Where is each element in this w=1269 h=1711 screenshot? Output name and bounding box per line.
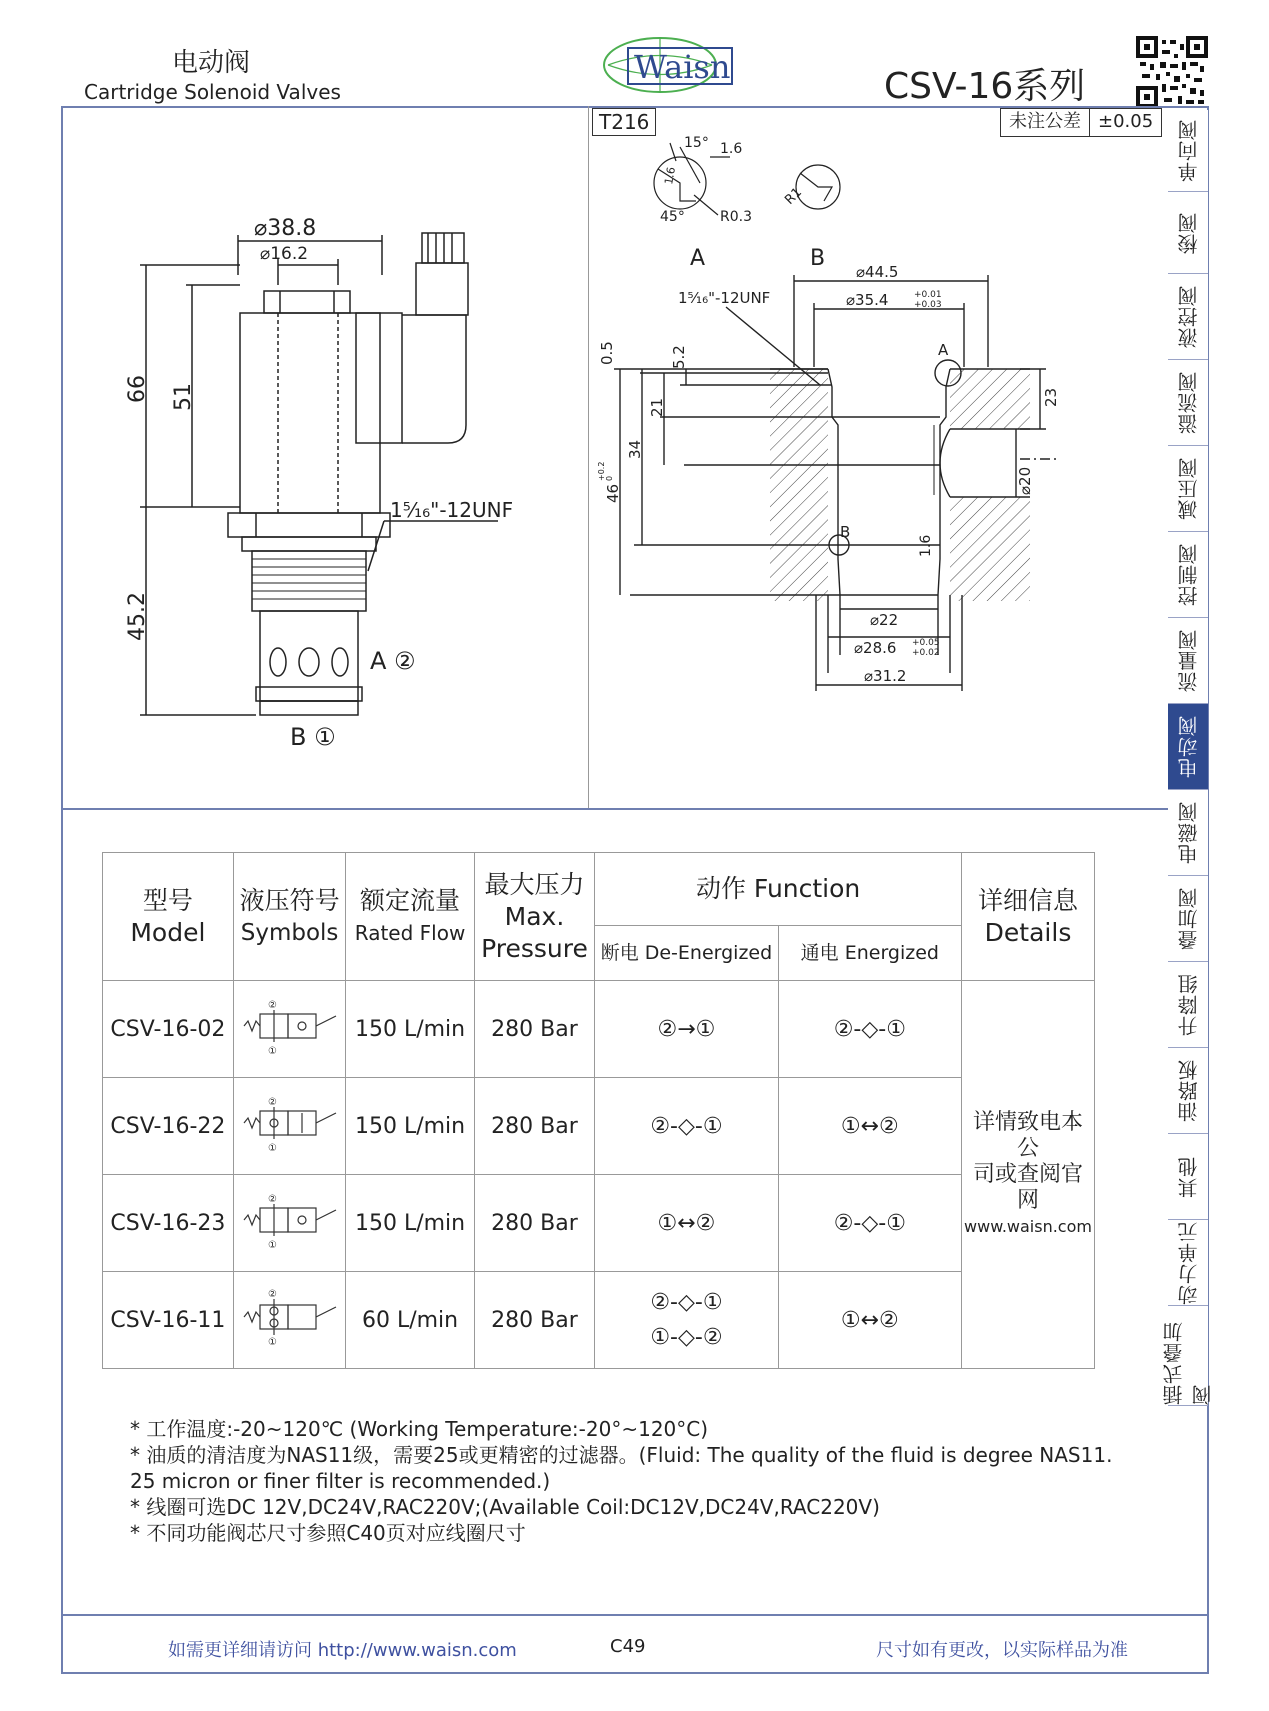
- details-url[interactable]: www.waisn.com: [964, 1216, 1092, 1236]
- port-b-label: B ①: [290, 723, 336, 751]
- mark-b: B: [840, 523, 851, 541]
- col-details-en: Details: [984, 917, 1072, 947]
- details-line1: 详情致电本公: [973, 1109, 1084, 1161]
- row-model: CSV-16-22: [103, 1078, 234, 1175]
- dim-23: 23: [1042, 387, 1060, 407]
- svg-text:①: ①: [267, 1240, 277, 1251]
- side-tab-label: 梭阀: [1176, 211, 1201, 254]
- detail-b-label: B: [810, 246, 826, 271]
- row-flow: 150 L/min: [346, 1175, 474, 1272]
- col-model-cn: 型号: [142, 885, 193, 915]
- dim-46-tol-lo: 0: [605, 475, 614, 481]
- col-pressure-en2: Pressure: [481, 933, 588, 963]
- note-item: * 不同功能阀芯尺寸参照C40页对应线圈尺寸: [130, 1521, 526, 1545]
- row-model: CSV-16-11: [103, 1272, 234, 1369]
- row-deenergized: ②-◇-①: [595, 1078, 778, 1175]
- angle-45: 45°: [660, 209, 685, 225]
- dim-45-2: 45.2: [125, 592, 150, 641]
- header-title-en: Cartridge Solenoid Valves: [84, 80, 341, 104]
- side-tab-label: 动力单元: [1176, 1220, 1201, 1305]
- cavity-drawing: [597, 125, 1160, 695]
- row-flow: 60 L/min: [346, 1272, 474, 1369]
- col-details-cn: 详细信息: [978, 885, 1079, 915]
- tolerance-label: 未注公差: [1009, 111, 1081, 132]
- col-deenergized: 断电 De-Energized: [595, 926, 778, 981]
- dim-dia-31-2: ⌀31.2: [864, 667, 907, 685]
- hydraulic-symbol-icon: [240, 996, 340, 1056]
- svg-text:①: ①: [267, 1143, 277, 1154]
- port-a-label: A ②: [370, 647, 416, 675]
- row-energized: ②-◇-①: [778, 1175, 961, 1272]
- side-tab[interactable]: [1168, 704, 1208, 790]
- note-item: * 油质的清洁度为NAS11级，需要25或更精密的过滤器。(Fluid: The quality of the fluid is degree NAS11.: [130, 1443, 1113, 1467]
- hydraulic-symbol-icon: [240, 1190, 340, 1250]
- table-row: [103, 1272, 1095, 1369]
- dim-35-4-tol-lo: +0.03: [914, 300, 942, 310]
- detail-a-1-6: 1.6: [720, 141, 743, 157]
- col-energized: 通电 Energized: [778, 926, 961, 981]
- section-divider: [61, 808, 1168, 810]
- svg-text:①: ①: [267, 1046, 277, 1057]
- dim-35-4: ⌀35.4: [846, 291, 889, 309]
- side-tab[interactable]: [1168, 876, 1208, 962]
- side-tab[interactable]: [1168, 1220, 1208, 1306]
- dim-0-5: 0.5: [598, 341, 616, 365]
- svg-text:②: ②: [267, 1000, 277, 1011]
- r1-label: R1: [782, 184, 806, 208]
- note-item: 25 micron or finer filter is recommended.): [130, 1469, 551, 1493]
- side-tab[interactable]: [1162, 1306, 1215, 1406]
- side-tab[interactable]: [1168, 274, 1208, 360]
- hydraulic-symbol-icon: [240, 1287, 340, 1347]
- row-deenergized: [595, 1272, 778, 1369]
- notes: [130, 1416, 1130, 1546]
- logo-text: Waisn: [634, 48, 731, 86]
- col-flow: [346, 853, 474, 981]
- dim-44-5: ⌀44.5: [856, 263, 899, 281]
- col-details: [962, 853, 1095, 981]
- side-tab-label: 插式叠加阀: [1162, 1321, 1215, 1405]
- row-flow: 150 L/min: [346, 981, 474, 1078]
- side-tab-label: 叠加阀: [1176, 887, 1201, 950]
- col-function: 动作 Function: [595, 853, 962, 926]
- row-deenergized-line2: ①-◇-②: [650, 1325, 723, 1350]
- dim-21: 21: [648, 397, 666, 417]
- row-energized: ①↔②: [778, 1078, 961, 1175]
- thread-label: 1⁵⁄₁₆"-12UNF: [390, 498, 514, 522]
- qr-code-icon: [1136, 36, 1208, 108]
- note-item: * 工作温度:-20~120℃ (Working Temperature:-20°~120°C): [130, 1417, 709, 1441]
- dim-51: 51: [171, 383, 196, 411]
- col-symbols-cn: 液压符号: [239, 885, 340, 915]
- page-number: C49: [610, 1636, 646, 1657]
- side-tab[interactable]: [1168, 110, 1208, 192]
- details-line2: 司或查阅官网: [973, 1161, 1084, 1213]
- valve-drawing: [125, 215, 560, 755]
- svg-text:②: ②: [267, 1097, 277, 1108]
- col-pressure-en1: Max.: [504, 901, 565, 931]
- dim-34: 34: [626, 439, 644, 459]
- dim-5-2: 5.2: [670, 345, 688, 369]
- table-row: [103, 1078, 1095, 1175]
- angle-15: 15°: [684, 135, 709, 151]
- row-symbol: [233, 1272, 346, 1369]
- side-tab-label: 油路板: [1176, 1059, 1201, 1122]
- note-item: * 线圈可选DC 12V,DC24V,RAC220V;(Available Coil:DC12V,DC24V,RAC220V): [130, 1495, 880, 1519]
- dim-46-tol-up: +0.2: [597, 461, 606, 481]
- row-pressure: 280 Bar: [474, 1175, 595, 1272]
- side-tab-label: 流量阀: [1176, 629, 1201, 692]
- series-title: CSV-16系列: [884, 66, 1086, 107]
- side-tab-label: 升降组: [1176, 973, 1201, 1036]
- col-symbols-en: Symbols: [240, 919, 339, 946]
- col-symbols: [233, 853, 346, 981]
- row-symbol: [233, 1078, 346, 1175]
- side-tab-label: 其他: [1176, 1155, 1201, 1198]
- row-energized: ①↔②: [778, 1272, 961, 1369]
- side-tab[interactable]: [1168, 618, 1208, 704]
- side-tab-label: 单向阀: [1176, 119, 1201, 182]
- col-model-en: Model: [130, 917, 206, 947]
- side-tab-label: 溢流阀: [1176, 371, 1201, 434]
- svg-text:①: ①: [267, 1337, 277, 1348]
- side-tab[interactable]: [1168, 790, 1208, 876]
- svg-text:②: ②: [267, 1194, 277, 1205]
- dim-28-6-tol-up: +0.05: [912, 638, 940, 648]
- side-tab[interactable]: [1168, 1048, 1208, 1134]
- detail-a-label: A: [690, 246, 706, 271]
- footer-website-link[interactable]: 如需更详细请访问 http://www.waisn.com: [168, 1640, 517, 1661]
- side-tab[interactable]: [1168, 192, 1208, 274]
- side-tab[interactable]: [1168, 962, 1208, 1048]
- side-tab-label: 液控阀: [1176, 285, 1201, 348]
- waisn-logo: [600, 34, 740, 96]
- detail-a-1-6-side: 1.6: [662, 166, 678, 186]
- row-symbol: [233, 981, 346, 1078]
- row-pressure: 280 Bar: [474, 1272, 595, 1369]
- footer-divider: [61, 1614, 1209, 1616]
- dim-outer-diameter: ⌀38.8: [254, 216, 317, 241]
- drawing-divider: [588, 106, 589, 808]
- dim-28-6-tol-lo: +0.02: [912, 648, 940, 658]
- row-symbol: [233, 1175, 346, 1272]
- side-tab[interactable]: [1168, 532, 1208, 618]
- r03-label: R0.3: [720, 209, 752, 225]
- dim-46: 46: [604, 483, 622, 503]
- dim-dia-20: ⌀20: [1016, 466, 1034, 495]
- row-model: CSV-16-02: [103, 981, 234, 1078]
- row-flow: 150 L/min: [346, 1078, 474, 1175]
- row-pressure: 280 Bar: [474, 1078, 595, 1175]
- spec-table: [102, 852, 1095, 1369]
- details-cell: [962, 981, 1095, 1369]
- cavity-thread-label: 1⁵⁄₁₆"-12UNF: [678, 289, 771, 307]
- hydraulic-symbol-icon: [240, 1093, 340, 1153]
- col-flow-cn: 额定流量: [360, 885, 461, 915]
- tolerance-value: ±0.05: [1089, 109, 1161, 136]
- col-flow-en: Rated Flow: [354, 920, 466, 945]
- cavity-1-6: 1.6: [918, 534, 934, 557]
- col-model: [103, 853, 234, 981]
- side-tab[interactable]: [1168, 360, 1208, 446]
- col-pressure: [474, 853, 595, 981]
- row-deenergized-line1: ②-◇-①: [650, 1290, 723, 1315]
- footer-disclaimer: 尺寸如有更改，以实际样品为准: [876, 1640, 1128, 1661]
- table-header-row: [103, 853, 1095, 926]
- row-model: CSV-16-23: [103, 1175, 234, 1272]
- side-tab[interactable]: [1168, 1134, 1208, 1220]
- row-pressure: 280 Bar: [474, 981, 595, 1078]
- table-row: [103, 981, 1095, 1078]
- table-row: [103, 1175, 1095, 1272]
- side-tab-label: 控制阀: [1176, 543, 1201, 606]
- row-deenergized: ①↔②: [595, 1175, 778, 1272]
- side-tab-label: 减压阀: [1176, 457, 1201, 520]
- svg-text:②: ②: [267, 1289, 277, 1300]
- dim-inner-diameter: ⌀16.2: [260, 244, 309, 264]
- cavity-code: T216: [592, 108, 656, 136]
- dim-66: 66: [125, 375, 150, 403]
- dim-dia-28-6: ⌀28.6: [854, 639, 897, 657]
- dim-35-4-tol-up: +0.01: [914, 290, 942, 300]
- col-pressure-cn: 最大压力: [484, 869, 585, 899]
- row-energized: ②-◇-①: [778, 981, 961, 1078]
- side-tab-label: 电动阀: [1176, 715, 1201, 778]
- row-deenergized: ②→①: [595, 981, 778, 1078]
- side-tab-label: 电磁阀: [1176, 801, 1201, 864]
- mark-a: A: [938, 341, 949, 359]
- header-title-cn: 电动阀: [172, 48, 251, 78]
- side-tab[interactable]: [1168, 446, 1208, 532]
- dim-dia-22: ⌀22: [870, 611, 899, 629]
